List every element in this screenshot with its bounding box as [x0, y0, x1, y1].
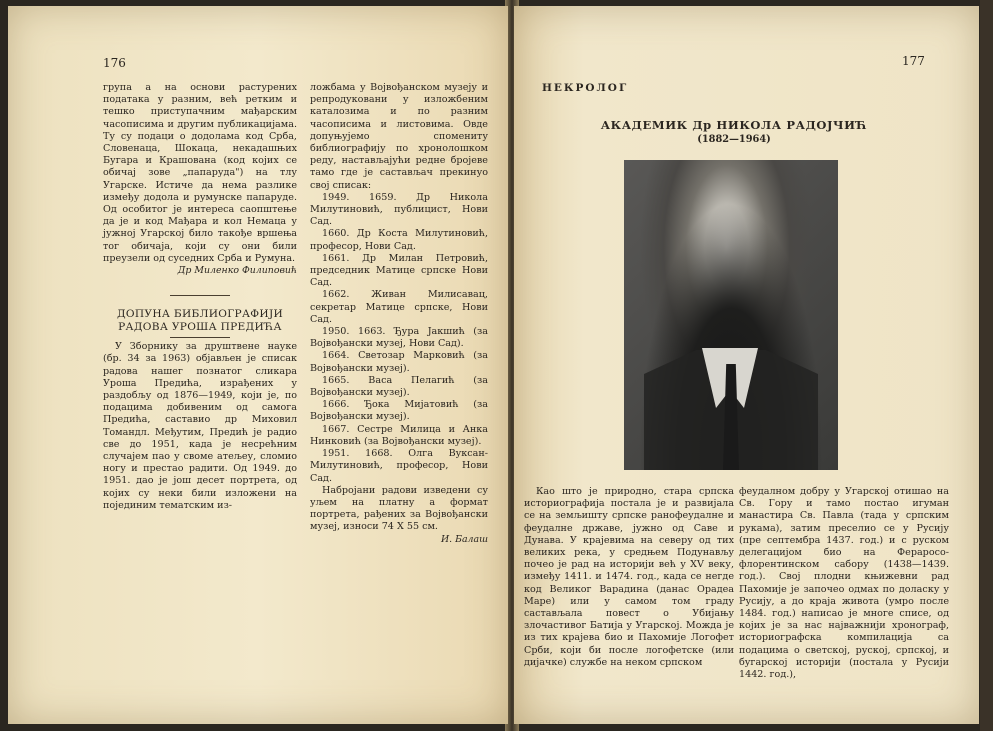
list-item: 1661. Др Милан Петровић, председник Матице српске Нови Сад.	[310, 252, 488, 289]
left-column	[524, 486, 734, 669]
list-item: 1949. 1659. Др Никола Милутиновић, публицист, Нови Сад.	[310, 191, 488, 228]
list-item: 1664. Светозар Марковић (за Војвођански музеј).	[310, 350, 488, 374]
article-heading-line-1: ДОПУНА БИБЛИОГРАФИЈИ	[116, 308, 284, 321]
list-item: 1950. 1663. Ђура Јакшић (за Војвођански музеј, Нови Сад).	[310, 326, 488, 350]
list-item: 1660. Др Коста Милутиновић, професор, Нови Сад.	[310, 228, 488, 252]
list-item: 1665. Васа Пелагић (за Војвођански музеј).	[310, 374, 488, 399]
right-column	[739, 486, 949, 681]
obituary-years: (1882—1964)	[697, 134, 771, 145]
left-page	[8, 6, 508, 724]
author-signature: Др Миленко Филиповић	[177, 265, 297, 277]
page-edge	[980, 0, 993, 731]
author-signature: И. Балаш	[440, 533, 488, 545]
paragraph: У Зборнику за друштвене науке (бр. 34 за 1963) објављен је списак радова нашег познатог сликара Уроша Предића, израђених у раздобљу од 1876—1949, који је, по подацима добивеним од самога Предића, саставио др Миховил Томандл. Међутим, Предић је радио све до 1951, када је несрећним случајем пао у своме атељеу, сломио ногу и престао радити. Од 1949. до 1951. дао је још десет портрета, од којих су неки били изложени на појединим тематским из-	[103, 341, 297, 511]
portrait-photo	[624, 160, 838, 470]
list-item: 1662. Живан Милисавац, секретар Матице српске, Нови Сад.	[310, 289, 488, 325]
list-item: 1666. Ђока Мијатовић (за Војвођански музеј).	[310, 399, 488, 423]
right-page	[514, 6, 979, 724]
list-item: 1951. 1668. Олга Вуксан-Милутиновић, професор, Нови Сад.	[310, 448, 488, 484]
section-label: НЕКРОЛОГ	[542, 82, 629, 94]
paragraph: феудалном добру у Угарској отишао на Св. Гору и тамо постао игуман манастира Св. Павла (тада у српским рукама), затим преселио се у Русију (пре септембра 1437. год.) и с руском делегацијом био на Фераросо-флорентинском сабору (1438—1439. год.). Свој плодни књижевни рад Пахомије је започео одмах по доласку у Русију, а до краја живота (умро после 1484. год.) написао је многе списе, од којих је за нас најважнији хронограф, историографска компилација са подацима о светској, руској, српској, и бугарској историји (постала у Русији 1442. год.),	[739, 486, 949, 681]
page-number: 176	[103, 56, 126, 70]
left-column	[103, 82, 297, 512]
portrait-list	[310, 192, 488, 485]
page-number: 177	[902, 54, 925, 68]
right-column	[310, 82, 488, 546]
article-heading-line-2: РАДОВА УРОША ПРЕДИЋА	[118, 321, 282, 334]
paragraph: Као што је природно, стара српска историографија постала је и развијала се на земљишту српске ранофеудалне и феудалне државе, јужно од Саве и Дунава. У крајевима на северу од тих великих река, у средњем Подунављу почео је рад на историји већ у XV веку, између 1411. и 1474. год., када се негде код Великог Варадина (данас Орадеа Маре) или у самом том граду састављала повест о Убијању злочастивог Батија у Угарској. Можда је из тих крајева био и Пахомије Логофет Срби, који би после логофетске (или дијачке) службе на неком српском	[524, 486, 734, 668]
paragraph: ложбама у Војвођанском музеју и репродуковани у изложбеним каталозима и по разним часописима и листовима. Овде допуњујемо спомениту библиографију по хронолошком реду, настављајући редне бројеве тамо где је састављач прекинуо свој списак:	[310, 82, 488, 191]
paragraph: група а на основи растурених података у разним, већ ретким и тешко приступачним мађарским часописима и другим публикацијама. Ту су подаци о додолама код Срба, Словенаца, Шокаца, некадашњих Бугара и Крашована (код којих се обичај зове „папаруда") на тлу Угарске. Истиче да нема разлике између додола и румунске папаруде. Од особитог је интереса саопштење да је и код Мађара и кол Немаца у јужној Угарској било такође вршења тог обичаја, који су они били преузели од суседних Срба и Румуна.	[103, 82, 297, 264]
obituary-title: АКАДЕМИК Др НИКОЛА РАДОЈЧИЋ	[600, 118, 868, 132]
paragraph: Набројани радови изведени су уљем на платну а формат портрета, рађених за Војвођански музеј, износи 74 X 55 см.	[310, 484, 488, 533]
list-item: 1667. Сестре Милица и Анка Нинковић (за Војвођански музеј).	[310, 423, 488, 447]
